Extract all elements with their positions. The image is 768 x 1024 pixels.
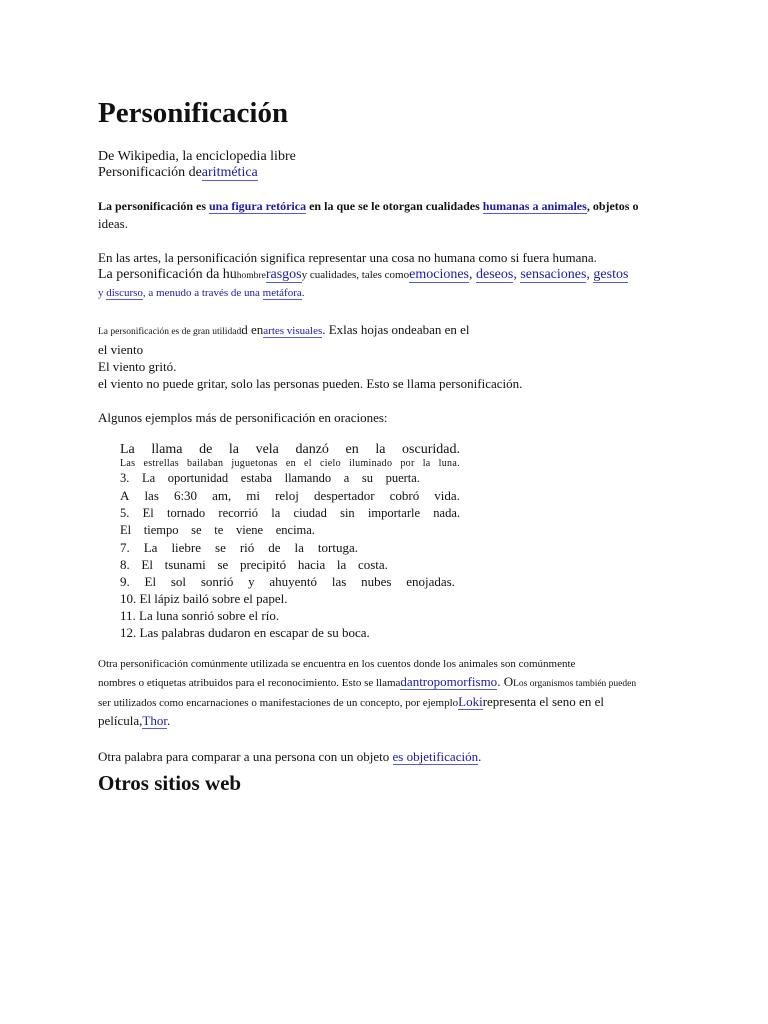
utility-line-4: el viento no puede gritar, solo las personas pueden. Esto se llama personificación. <box>98 376 523 391</box>
traits-link[interactable]: rasgos <box>265 267 302 282</box>
arts-sentence-1: En las artes, la personificación significa representar una cosa no humana como si fuera humana. <box>98 250 597 265</box>
objectification-paragraph: Otra palabra para comparar a una persona con un objeto es objetificación. <box>98 749 482 764</box>
list-item: 9. El sol sonrió y ahuyentó las nubes enojadas. <box>120 574 455 589</box>
article <box>98 96 678 765</box>
utility-paragraph: La personificación es de gran utilidadd enartes visuales. Exlas hojas ondeaban en el el viento El viento gritó. el viento no puede gritar, solo las personas pueden. Esto se llama personificación. <box>98 322 523 391</box>
emotions-link[interactable]: emociones <box>409 267 469 282</box>
loki-link[interactable]: Loki <box>458 694 483 709</box>
list-item: A las 6:30 am, mi reloj despertador cobró vida. <box>120 488 460 503</box>
list-item: 12. Las palabras dudaron en escapar de su boca. <box>120 625 370 640</box>
arts-s2-small: hombre <box>236 271 266 281</box>
speech-link[interactable]: discurso <box>106 287 143 299</box>
arts-s2-b: y cualidades, tales como <box>301 269 410 281</box>
desires-link[interactable]: deseos <box>476 267 514 282</box>
anthropomorphism-link[interactable]: dantropomorfismo <box>400 674 498 689</box>
examples-intro: Algunos ejemplos más de personificación en oraciones: <box>98 410 388 425</box>
intro-end: , objetos o <box>586 199 639 213</box>
list-item: El tiempo se te viene encima. <box>120 523 315 537</box>
intro-start: La personificación es <box>98 199 209 213</box>
page-title: Personificación <box>98 97 289 129</box>
list-item: 8. El tsunami se precipitó hacia la costa. <box>120 557 388 572</box>
section-heading-other-websites: Otros sitios web <box>98 771 242 795</box>
sensations-link[interactable]: sensaciones <box>520 267 587 282</box>
examples-list <box>98 442 460 641</box>
list-item: 3. La oportunidad estaba llamando a su puerta. <box>120 471 420 485</box>
intro-end2: ideas. <box>98 216 128 231</box>
utility-line-3: El viento gritó. <box>98 359 177 374</box>
other-line-1: Otra personificación comúnmente utilizada se encuentra en los cuentos donde los animales son comúnmente <box>98 658 576 670</box>
arts-s2-a: La personificación da hu <box>98 267 237 282</box>
utility-tiny: La personificación es de gran utilidad <box>98 327 242 337</box>
list-item: 11. La luna sonrió sobre el río. <box>120 608 280 623</box>
list-item: La llama de la vela danzó en la oscuridad. <box>120 442 460 457</box>
objectification-link[interactable]: es objetificación <box>392 749 479 764</box>
metaphor-link[interactable]: metáfora <box>262 287 302 299</box>
personification-of-line <box>98 165 678 181</box>
list-item: 10. El lápiz bailó sobre el papel. <box>120 591 288 606</box>
arithmetic-link[interactable]: aritmética <box>201 165 258 180</box>
utility-line-2: el viento <box>98 342 144 357</box>
arts-sentence-2: La personificación da huhombrerasgosy cualidades, tales comoemociones, deseos, sensaciones, gestos <box>98 267 629 282</box>
list-item: 7. La liebre se rió de la tortuga. <box>120 540 358 555</box>
intro-mid: en la que se le otorgan cualidades <box>306 199 483 213</box>
list-item: 5. El tornado recorrió la ciudad sin importarle nada. <box>120 506 460 520</box>
gestures-link[interactable]: gestos <box>593 267 629 282</box>
subtitle: De Wikipedia, la enciclopedia libre <box>98 149 296 164</box>
arts-sentence-3: y discurso, a menudo a través de una metáfora. <box>98 287 305 299</box>
thor-link[interactable]: Thor <box>142 713 167 728</box>
visual-arts-link[interactable]: artes visuales <box>263 325 323 337</box>
humans-to-animals-link[interactable]: humanas a animales <box>482 199 587 213</box>
rhetorical-figure-link[interactable]: una figura retórica <box>209 199 307 213</box>
other-paragraph: Otra personificación comúnmente utilizada se encuentra en los cuentos donde los animales son comúnmente nombres o etiquetas atribuidos para el reconocimiento. Esto se llamadantropomorfismo. OLos organismos también pueden ser utilizados como encarnaciones o manifestaciones de un concepto, por ejemploLokirepresenta el seno en el película,Thor. <box>98 658 637 728</box>
list-item: Las estrellas bailaban juguetonas en el cielo iluminado por la luna. <box>120 458 460 469</box>
intro-paragraph <box>98 197 678 233</box>
line2-text: Personificación de <box>98 165 202 180</box>
